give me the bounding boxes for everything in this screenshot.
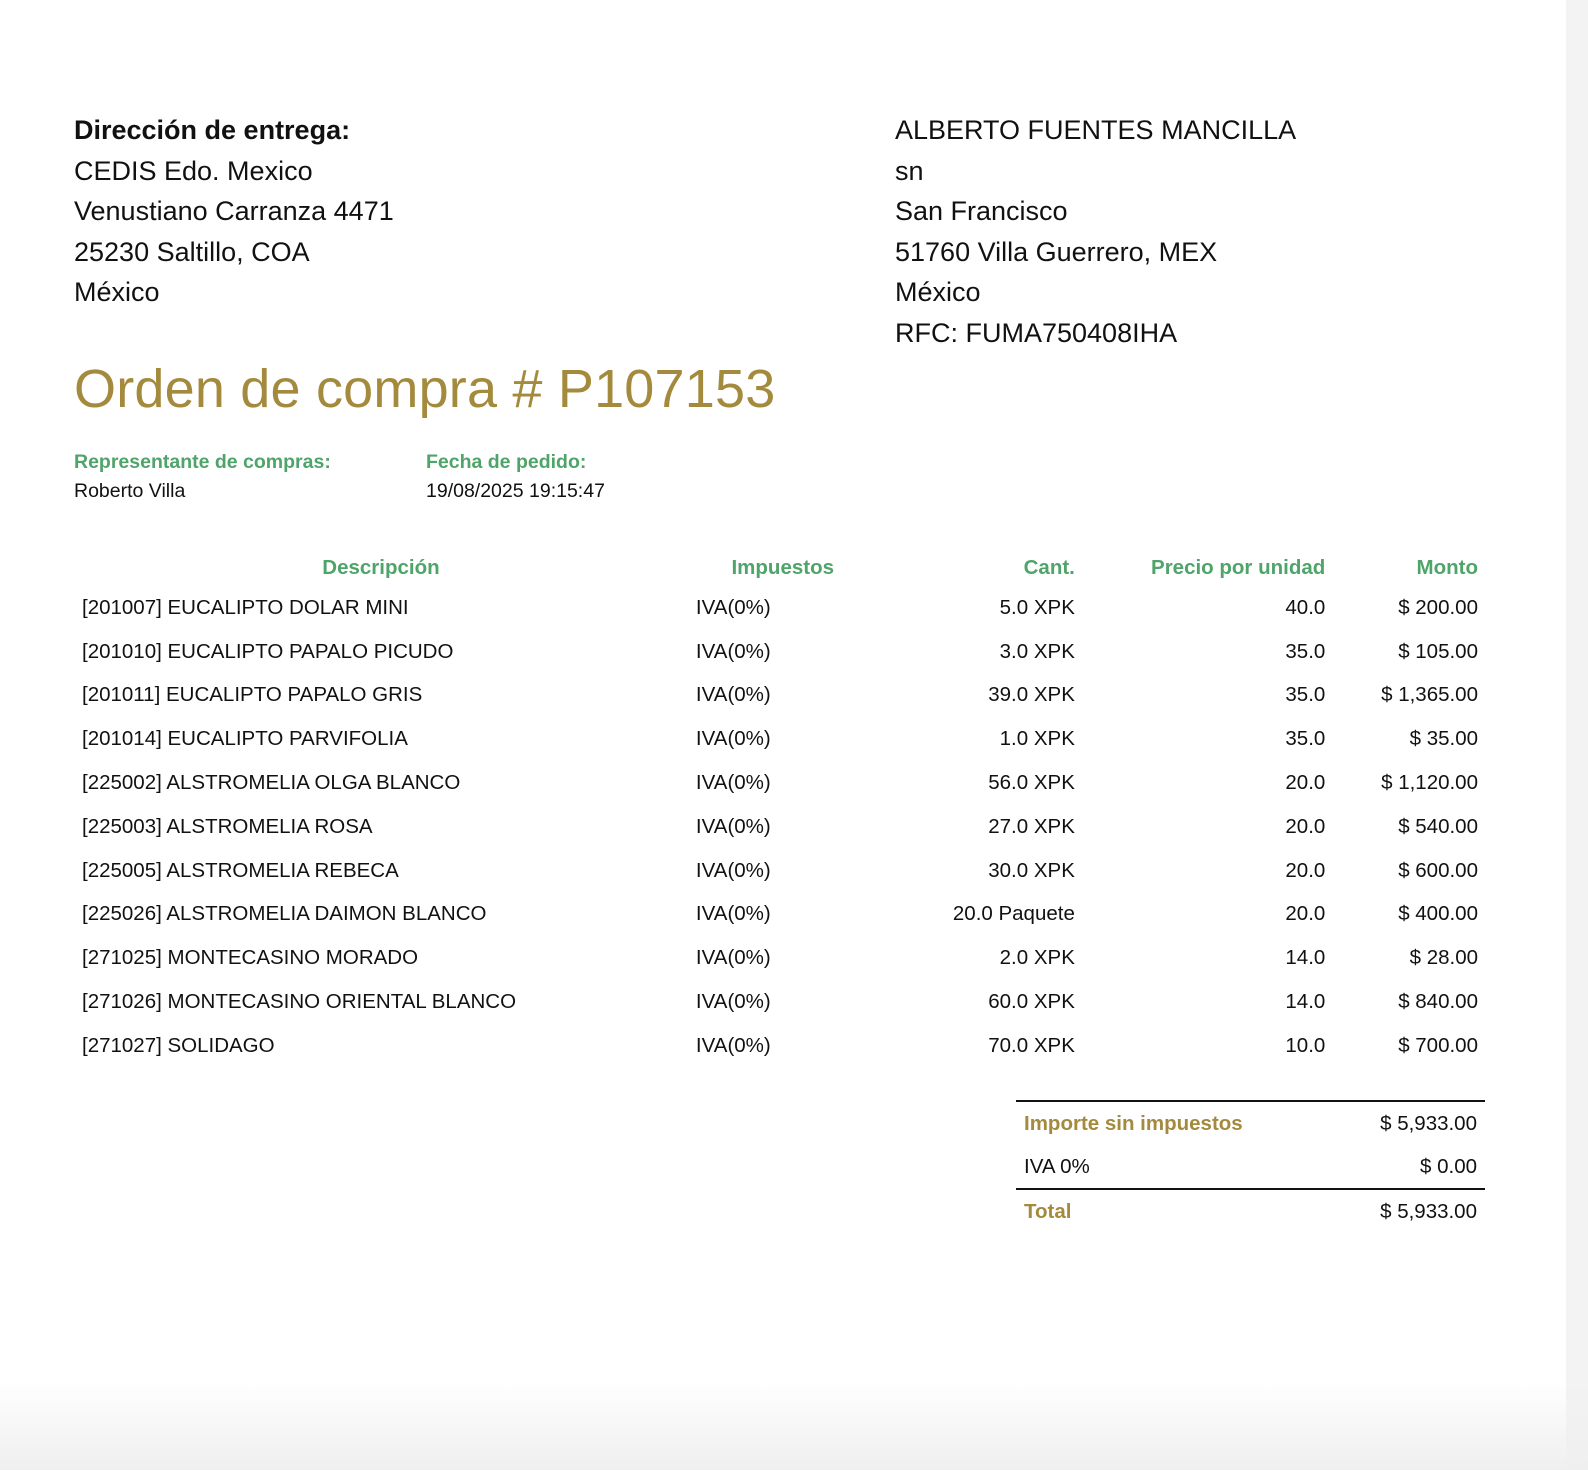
cell-amount: $ 28.00 [1409,946,1478,970]
vendor-address-line: sn [895,155,924,186]
cell-description: [271026] MONTECASINO ORIENTAL BLANCO [82,990,517,1014]
cell-description: [225002] ALSTROMELIA OLGA BLANCO [82,771,461,795]
cell-taxes: IVA(0%) [695,771,771,795]
cell-taxes: IVA(0%) [695,902,771,926]
delivery-address-line: CEDIS Edo. Mexico [74,155,313,186]
tax-label: IVA 0% [1024,1154,1090,1178]
total-value: $ 5,933.00 [1333,1189,1485,1234]
purchase-representative-label: Representante de compras: [74,451,331,473]
cell-amount: $ 600.00 [1398,858,1478,882]
purchase-representative-value: Roberto Villa [74,480,186,502]
cell-taxes: IVA(0%) [695,639,771,663]
table-header-row [74,550,1486,586]
column-header-quantity: Cant. [1023,556,1075,579]
cell-amount: $ 700.00 [1398,1033,1478,1057]
delivery-address-line: México [74,277,160,307]
cell-unit-price: 10.0 [1285,1033,1326,1057]
cell-description: [271027] SOLIDAGO [82,1033,275,1057]
cell-amount: $ 1,120.00 [1381,771,1478,795]
cell-unit-price: 20.0 [1285,771,1326,795]
cell-taxes: IVA(0%) [695,814,771,838]
cell-description: [201010] EUCALIPTO PAPALO PICUDO [82,639,454,663]
cell-amount: $ 400.00 [1398,902,1478,926]
order-lines-body [74,586,1486,1068]
table-row [74,1024,1486,1068]
cell-description: [225005] ALSTROMELIA REBECA [82,858,399,882]
column-header-unit-price: Precio por unidad [1151,556,1326,579]
total-row [1016,1189,1485,1234]
delivery-address [74,110,394,313]
vendor-address-line: 51760 Villa Guerrero, MEX [895,236,1218,267]
delivery-address-line: Venustiano Carranza 4471 [74,196,394,226]
table-row [74,717,1486,761]
totals-table [1016,1100,1485,1234]
cell-taxes: IVA(0%) [695,683,771,707]
table-row [74,805,1486,849]
cell-quantity: 3.0 XPK [999,639,1075,663]
delivery-address-heading: Dirección de entrega: [74,115,351,145]
cell-taxes: IVA(0%) [695,946,771,970]
cell-unit-price: 35.0 [1285,639,1326,663]
cell-quantity: 39.0 XPK [988,683,1075,707]
cell-taxes: IVA(0%) [695,727,771,751]
table-row [74,586,1486,630]
cell-unit-price: 40.0 [1285,595,1326,619]
table-row [74,674,1486,718]
vendor-address-line: San Francisco [895,196,1068,226]
column-header-description: Descripción [322,556,440,579]
order-lines-table [74,550,1486,1068]
cell-unit-price: 14.0 [1285,990,1326,1014]
table-row [74,761,1486,805]
cell-unit-price: 35.0 [1285,727,1326,751]
cell-taxes: IVA(0%) [695,990,771,1014]
cell-description: [225003] ALSTROMELIA ROSA [82,814,373,838]
order-date-label: Fecha de pedido: [426,451,587,473]
page-bottom-shadow [0,1380,1588,1470]
cell-quantity: 2.0 XPK [999,946,1075,970]
cell-quantity: 27.0 XPK [988,814,1075,838]
table-row [74,849,1486,893]
subtotal-label: Importe sin impuestos [1016,1101,1333,1145]
cell-amount: $ 35.00 [1409,727,1478,751]
cell-quantity: 30.0 XPK [988,858,1075,882]
cell-description: [225026] ALSTROMELIA DAIMON BLANCO [82,902,487,926]
vendor-address-line: México [895,277,981,307]
cell-taxes: IVA(0%) [695,858,771,882]
table-row [74,630,1486,674]
cell-unit-price: 20.0 [1285,902,1326,926]
cell-amount: $ 840.00 [1398,990,1478,1014]
page-title: Orden de compra # P107153 [74,359,776,419]
purchase-representative [74,448,331,506]
table-row [74,936,1486,980]
order-date [426,448,605,506]
cell-quantity: 5.0 XPK [999,595,1075,619]
total-label: Total [1016,1189,1333,1234]
cell-amount: $ 1,365.00 [1381,683,1478,707]
viewer-scroll-gutter [1566,0,1588,1470]
column-header-amount: Monto [1416,556,1478,579]
cell-taxes: IVA(0%) [695,1033,771,1057]
cell-amount: $ 540.00 [1398,814,1478,838]
vendor-name: ALBERTO FUENTES MANCILLA [895,115,1297,145]
table-row [74,893,1486,937]
order-date-value: 19/08/2025 19:15:47 [426,480,605,502]
cell-description: [201011] EUCALIPTO PAPALO GRIS [82,683,423,707]
subtotal-value: $ 5,933.00 [1333,1101,1485,1145]
tax-value: $ 0.00 [1420,1154,1477,1178]
cell-unit-price: 14.0 [1285,946,1326,970]
vendor-tax-id: RFC: FUMA750408IHA [895,317,1178,348]
table-row [74,980,1486,1024]
cell-description: [201007] EUCALIPTO DOLAR MINI [82,595,409,619]
cell-amount: $ 105.00 [1398,639,1478,663]
cell-taxes: IVA(0%) [695,595,771,619]
cell-quantity: 20.0 Paquete [952,902,1075,926]
cell-quantity: 60.0 XPK [988,990,1075,1014]
cell-amount: $ 200.00 [1398,595,1478,619]
subtotal-row [1016,1101,1485,1145]
column-header-taxes: Impuestos [731,556,835,579]
cell-description: [201014] EUCALIPTO PARVIFOLIA [82,727,408,751]
vendor-address [895,110,1296,353]
cell-unit-price: 20.0 [1285,814,1326,838]
tax-row [1016,1145,1485,1189]
delivery-address-line: 25230 Saltillo, COA [74,236,310,267]
cell-quantity: 56.0 XPK [988,771,1075,795]
cell-quantity: 1.0 XPK [999,727,1075,751]
cell-unit-price: 35.0 [1285,683,1326,707]
cell-description: [271025] MONTECASINO MORADO [82,946,419,970]
cell-unit-price: 20.0 [1285,858,1326,882]
cell-quantity: 70.0 XPK [988,1033,1075,1057]
